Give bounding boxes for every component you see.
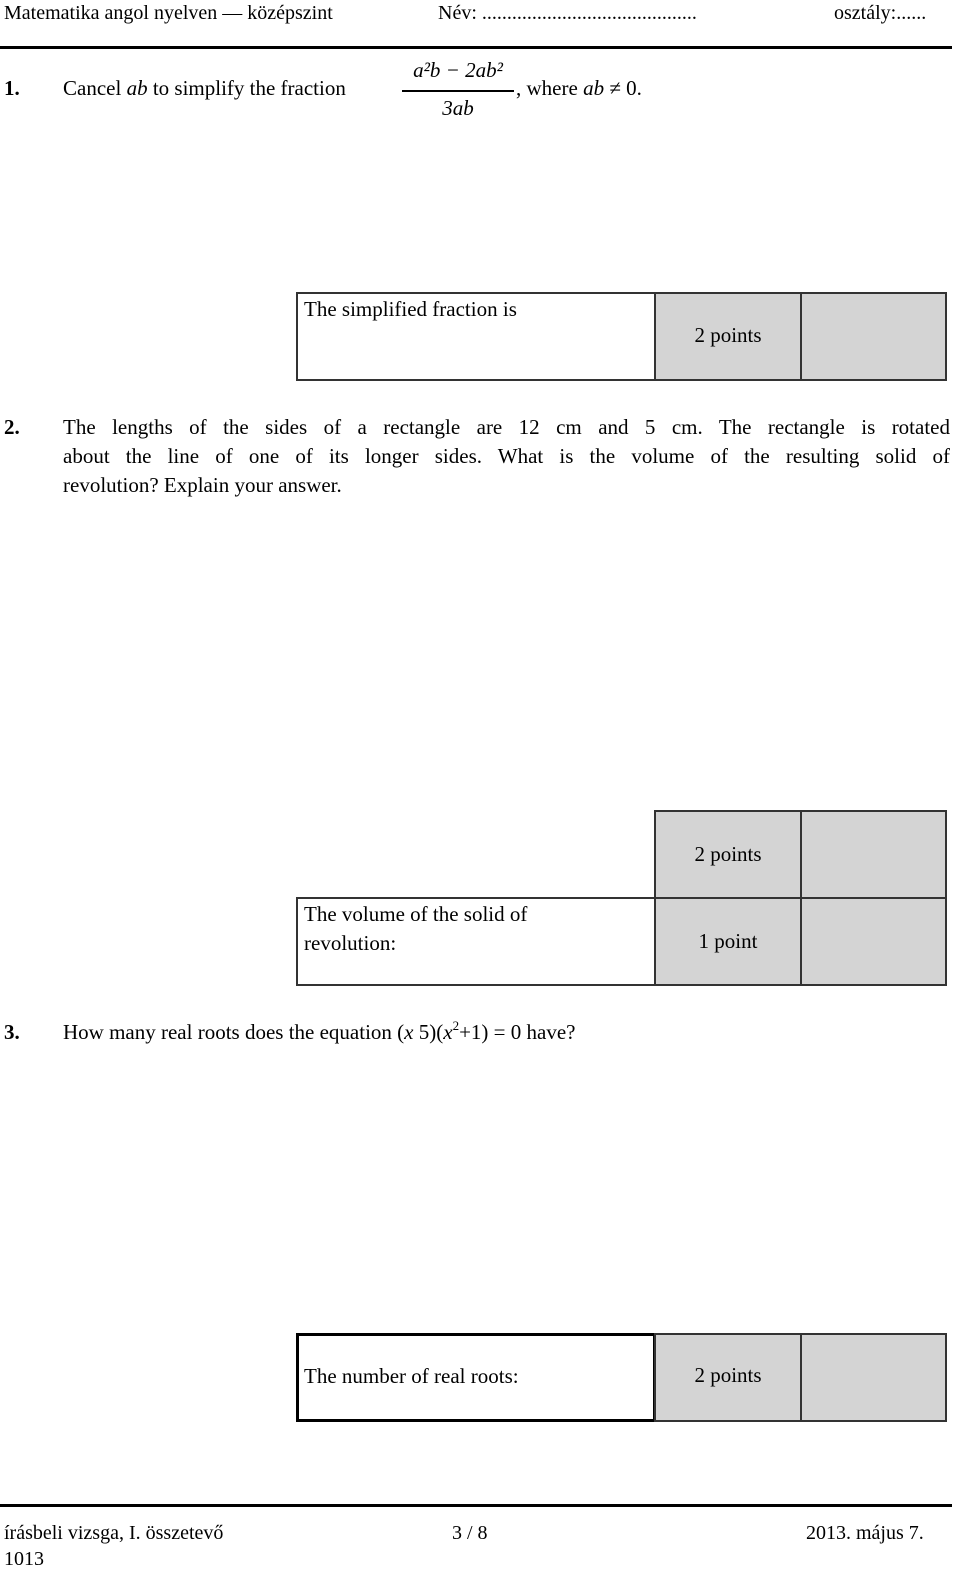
header-rule — [0, 46, 952, 49]
q1-fraction-bar — [402, 90, 514, 92]
q1-score-cell[interactable] — [800, 292, 947, 381]
q1-fraction-denominator: 3ab — [442, 96, 474, 120]
q2-score-cell-2[interactable] — [800, 897, 947, 986]
q2-points-label-2: 1 point — [698, 929, 758, 953]
q3-points-label: 2 points — [694, 1363, 762, 1387]
q2-number: 2. — [4, 415, 20, 439]
q2-score-cell-1[interactable] — [800, 810, 947, 899]
q3-number: 3. — [4, 1020, 20, 1044]
header-name-field: Név: ........................................... — [438, 2, 697, 24]
q3-prompt: How many real roots does the equation (x $5)(x^2+1) = 0$ have? — [63, 1018, 576, 1044]
q1-prompt: Cancel ab to simplify the fraction — [63, 76, 346, 100]
q1-condition: , where ab ≠ 0. — [516, 76, 642, 100]
q2-answer-label: The volume of the solid of revolution: — [304, 902, 528, 955]
q2-points-label-1: 2 points — [694, 842, 762, 866]
footer-code: 1013 — [4, 1548, 44, 1570]
q2-line-2: about the line of one of its longer sides. What is the volume of the resulting solid of — [63, 444, 950, 468]
header-subject: Matematika angol nyelven — középszint — [4, 2, 333, 24]
q2-line-1: The lengths of the sides of a rectangle are 12 cm and 5 cm. The rectangle is rotated — [63, 415, 950, 439]
q1-number: 1. — [4, 76, 20, 100]
header-class-field: osztály:...... — [834, 2, 927, 24]
q1-fraction-numerator: a²b − 2ab² — [413, 58, 503, 82]
q1-points-label: 2 points — [694, 323, 762, 347]
footer-exam-label: írásbeli vizsga, I. összetevő — [4, 1522, 224, 1544]
q3-score-cell[interactable] — [800, 1333, 947, 1422]
footer-rule — [0, 1504, 952, 1507]
q3-answer-label: The number of real roots: — [304, 1364, 519, 1388]
footer-date: 2013. május 7. — [806, 1522, 924, 1544]
footer-page-number: 3 / 8 — [452, 1522, 488, 1544]
q2-line-3: revolution? Explain your answer. — [63, 473, 342, 497]
q1-answer-label: The simplified fraction is — [304, 297, 517, 321]
